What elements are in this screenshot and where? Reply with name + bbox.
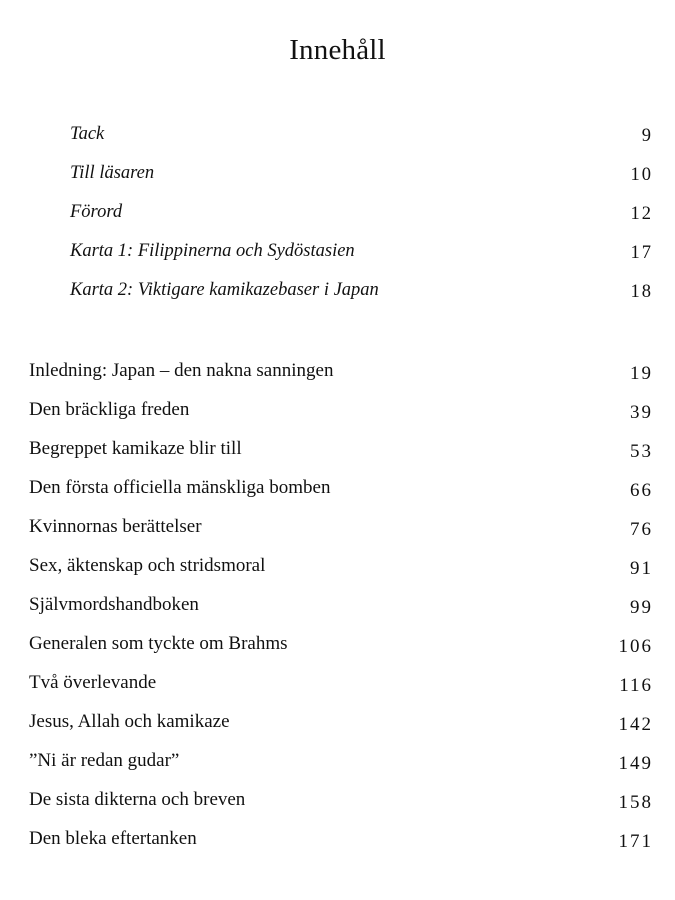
toc-entry-page: 91	[630, 558, 653, 579]
toc-entry	[0, 747, 675, 786]
toc-entry-label: Begreppet kamikaze blir till	[29, 438, 242, 459]
toc-entry-label: Karta 2: Viktigare kamikazebaser i Japan	[70, 280, 379, 300]
toc-entry-page: 18	[630, 282, 653, 302]
toc-entry	[0, 474, 675, 513]
toc-entry	[0, 237, 675, 276]
toc-entry-page: 99	[630, 597, 653, 618]
toc-entry	[0, 198, 675, 237]
chapter-list	[0, 357, 675, 864]
toc-entry-label: Sex, äktenskap och stridsmoral	[29, 555, 266, 576]
page-title: Innehåll	[289, 34, 386, 66]
toc-entry	[0, 630, 675, 669]
toc-entry-page: 17	[630, 243, 653, 263]
toc-entry-label: Tack	[70, 124, 105, 144]
toc-entry	[0, 591, 675, 630]
toc-entry-label: Den första officiella mänskliga bomben	[29, 477, 331, 498]
toc-entry-page: 9	[641, 126, 653, 146]
toc-entry	[0, 276, 675, 315]
toc-entry-page: 149	[618, 753, 653, 774]
toc-entry	[0, 396, 675, 435]
toc-entry-page: 171	[618, 831, 653, 852]
toc-entry-page: 116	[619, 675, 653, 696]
toc-entry	[0, 669, 675, 708]
toc-entry-page: 53	[630, 441, 653, 462]
toc-entry-page: 39	[630, 402, 653, 423]
toc-entry-page: 158	[618, 792, 653, 813]
toc-entry	[0, 513, 675, 552]
front-matter-list	[0, 120, 675, 315]
toc-entry	[0, 552, 675, 591]
toc-entry-label: Inledning: Japan – den nakna sanningen	[29, 360, 334, 381]
toc-entry-label: Generalen som tyckte om Brahms	[29, 633, 288, 654]
toc-entry-label: Karta 1: Filippinerna och Sydöstasien	[70, 241, 355, 261]
toc-entry	[0, 159, 675, 198]
toc-entry-page: 142	[618, 714, 653, 735]
toc-entry-label: Självmordshandboken	[29, 594, 199, 615]
toc-entry	[0, 435, 675, 474]
toc-entry-page: 19	[630, 363, 653, 384]
toc-entry-page: 66	[630, 480, 653, 501]
toc-entry-label: Två överlevande	[29, 672, 157, 693]
toc-entry-label: ”Ni är redan gudar”	[29, 750, 180, 771]
toc-entry-label: Jesus, Allah och kamikaze	[29, 711, 230, 732]
toc-entry-page: 106	[618, 636, 653, 657]
toc-entry-page: 76	[630, 519, 653, 540]
toc-entry	[0, 786, 675, 825]
toc-entry-label: Förord	[70, 202, 123, 222]
toc-entry-label: Den bräckliga freden	[29, 399, 190, 420]
toc-entry-page: 12	[630, 204, 653, 224]
toc-entry-page: 10	[630, 165, 653, 185]
toc-entry-label: Den bleka eftertanken	[29, 828, 197, 849]
toc-entry-label: Kvinnornas berättelser	[29, 516, 202, 537]
toc-entry	[0, 357, 675, 396]
toc-entry	[0, 825, 675, 864]
toc-entry-label: De sista dikterna och breven	[29, 789, 246, 810]
toc-entry-label: Till läsaren	[70, 163, 155, 183]
toc-entry	[0, 120, 675, 159]
toc-entry	[0, 708, 675, 747]
